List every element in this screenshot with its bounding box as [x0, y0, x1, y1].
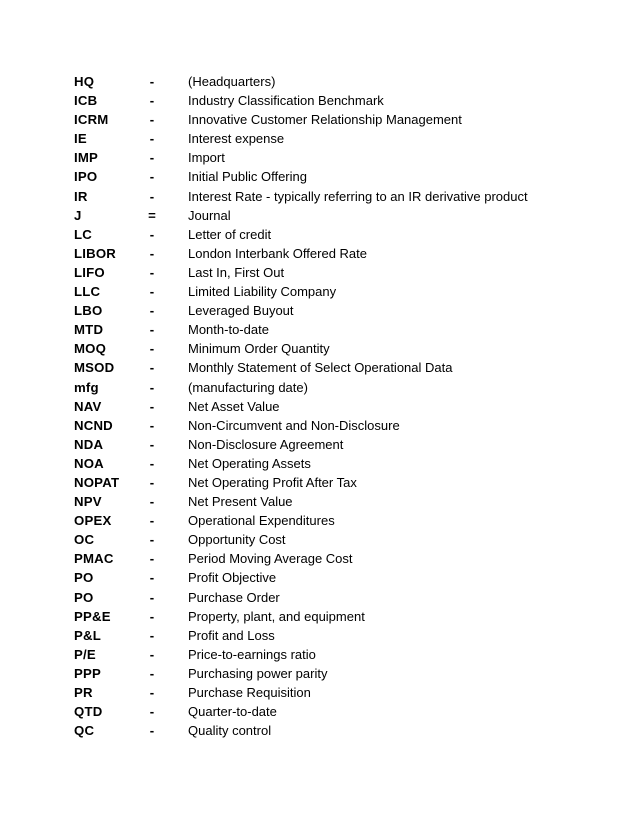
glossary-abbreviation: PO [74, 589, 94, 605]
glossary-abbreviation: mfg [74, 379, 99, 395]
glossary-definition: Quality control [188, 723, 272, 739]
glossary-abbreviation: QTD [74, 704, 103, 720]
glossary-entry [74, 110, 614, 129]
glossary-entry [74, 721, 614, 740]
glossary-definition: Letter of credit [188, 226, 272, 242]
glossary-definition: Month-to-date [188, 322, 269, 338]
glossary-abbreviation: J [74, 207, 82, 223]
glossary-list [74, 72, 614, 740]
glossary-separator: - [149, 93, 155, 109]
glossary-definition: Non-Disclosure Agreement [188, 436, 344, 452]
glossary-separator: - [149, 436, 155, 452]
glossary-abbreviation: OC [74, 532, 95, 548]
glossary-definition: Profit Objective [188, 570, 277, 586]
glossary-separator: - [149, 417, 155, 433]
glossary-entry [74, 568, 614, 587]
glossary-entry [74, 358, 614, 377]
glossary-separator: - [149, 665, 155, 681]
glossary-definition: Period Moving Average Cost [188, 551, 353, 567]
glossary-separator: - [149, 284, 155, 300]
glossary-abbreviation: NDA [74, 436, 104, 452]
glossary-entry [74, 339, 614, 358]
glossary-separator: - [149, 685, 155, 700]
glossary-definition: Last In, First Out [188, 264, 285, 280]
glossary-entry [74, 187, 614, 206]
glossary-abbreviation: IE [74, 131, 87, 147]
glossary-abbreviation: OPEX [74, 513, 112, 529]
glossary-entry [74, 492, 614, 511]
glossary-entry [74, 473, 614, 492]
glossary-definition: Opportunity Cost [188, 532, 286, 548]
glossary-definition: Initial Public Offering [188, 169, 307, 185]
glossary-separator: - [149, 570, 155, 586]
glossary-abbreviation: MOQ [74, 341, 107, 357]
glossary-abbreviation: NCND [74, 417, 113, 433]
glossary-entry [74, 282, 614, 301]
glossary-entry [74, 129, 614, 148]
glossary-entry [74, 588, 614, 607]
glossary-separator: - [149, 494, 155, 510]
glossary-abbreviation: PPP [74, 665, 101, 681]
glossary-definition: (manufacturing date) [188, 379, 308, 395]
glossary-definition: London Interbank Offered Rate [188, 245, 367, 261]
glossary-entry [74, 645, 614, 664]
glossary-definition: Operational Expenditures [188, 513, 335, 529]
glossary-definition: Limited Liability Company [188, 284, 337, 300]
glossary-entry [74, 454, 614, 473]
glossary-separator: - [149, 264, 155, 280]
glossary-separator: - [149, 532, 155, 548]
glossary-entry [74, 320, 614, 339]
glossary-entry [74, 416, 614, 435]
glossary-entry [74, 225, 614, 244]
glossary-separator: - [149, 131, 155, 147]
glossary-abbreviation: PMAC [74, 551, 114, 567]
glossary-separator: - [149, 704, 155, 720]
glossary-definition: Price-to-earnings ratio [188, 646, 316, 662]
glossary-abbreviation: MSOD [74, 360, 115, 376]
glossary-definition: Interest expense [188, 131, 285, 147]
glossary-entry [74, 607, 614, 626]
glossary-separator: - [149, 551, 155, 567]
glossary-definition: Profit and Loss [188, 627, 275, 643]
glossary-abbreviation: P/E [74, 646, 96, 662]
glossary-separator: - [149, 398, 155, 414]
glossary-separator: - [149, 360, 155, 376]
glossary-separator: - [149, 112, 155, 128]
glossary-definition: Net Operating Assets [188, 455, 311, 471]
glossary-separator: - [149, 627, 155, 643]
glossary-entry [74, 263, 614, 282]
glossary-abbreviation: QC [74, 723, 95, 739]
glossary-definition: Minimum Order Quantity [188, 341, 330, 357]
glossary-abbreviation: NPV [74, 494, 102, 510]
glossary-abbreviation: LLC [74, 284, 101, 300]
glossary-separator: = [148, 207, 156, 223]
glossary-abbreviation: NOA [74, 455, 104, 471]
glossary-abbreviation: ICB [74, 93, 98, 109]
glossary-entry [74, 511, 614, 530]
glossary-entry [74, 530, 614, 549]
glossary-entry [74, 148, 614, 167]
glossary-separator: - [149, 245, 155, 261]
glossary-abbreviation: LIFO [74, 264, 105, 280]
glossary-abbreviation: P&L [74, 627, 101, 643]
glossary-entry [74, 244, 614, 263]
glossary-entry [74, 435, 614, 454]
glossary-separator: - [149, 379, 155, 395]
glossary-definition: Net Asset Value [188, 398, 280, 414]
glossary-entry [74, 167, 614, 186]
glossary-definition: Property, plant, and equipment [188, 608, 365, 624]
glossary-abbreviation: IR [74, 188, 88, 204]
glossary-separator: - [149, 608, 155, 624]
glossary-separator: - [149, 513, 155, 529]
glossary-definition: Monthly Statement of Select Operational Data [188, 360, 453, 376]
glossary-separator: - [149, 589, 155, 605]
glossary-definition: Innovative Customer Relationship Management [188, 112, 462, 128]
glossary-definition: (Headquarters) [188, 74, 276, 89]
glossary-abbreviation: LIBOR [74, 245, 117, 261]
glossary-separator: - [149, 474, 155, 490]
glossary-separator: - [149, 723, 155, 739]
glossary-separator: - [149, 646, 155, 662]
glossary-abbreviation: NOPAT [74, 474, 120, 490]
glossary-abbreviation: PR [74, 685, 93, 700]
glossary-abbreviation: IMP [74, 150, 99, 166]
glossary-definition: Journal [188, 207, 231, 223]
glossary-separator: - [149, 188, 155, 204]
glossary-definition: Purchasing power parity [188, 665, 328, 681]
glossary-definition: Leveraged Buyout [188, 303, 294, 319]
glossary-separator: - [149, 322, 155, 338]
glossary-separator: - [149, 74, 155, 89]
glossary-separator: - [149, 303, 155, 319]
glossary-definition: Purchase Requisition [188, 685, 311, 700]
glossary-abbreviation: LC [74, 226, 92, 242]
glossary-entry [74, 91, 614, 110]
glossary-entry [74, 301, 614, 320]
glossary-abbreviation: LBO [74, 303, 103, 319]
glossary-separator: - [149, 169, 155, 185]
glossary-definition: Interest Rate - typically referring to an IR derivative product [188, 188, 528, 204]
glossary-separator: - [149, 226, 155, 242]
glossary-abbreviation: NAV [74, 398, 102, 414]
glossary-definition: Industry Classification Benchmark [188, 93, 384, 109]
glossary-entry [74, 549, 614, 568]
glossary-separator: - [149, 455, 155, 471]
glossary-entry [74, 702, 614, 721]
glossary-abbreviation: PP&E [74, 608, 111, 624]
glossary-abbreviation: IPO [74, 169, 98, 185]
glossary-definition: Non-Circumvent and Non-Disclosure [188, 417, 400, 433]
glossary-abbreviation: MTD [74, 322, 104, 338]
glossary-definition: Import [188, 150, 225, 166]
glossary-definition: Net Present Value [188, 494, 293, 510]
glossary-definition: Quarter-to-date [188, 704, 277, 720]
glossary-separator: - [149, 341, 155, 357]
glossary-entry [74, 206, 614, 225]
glossary-abbreviation: PO [74, 570, 94, 586]
glossary-abbreviation: ICRM [74, 112, 109, 128]
glossary-abbreviation: HQ [74, 74, 95, 89]
glossary-separator: - [149, 150, 155, 166]
glossary-entry [74, 683, 614, 702]
glossary-entry [74, 397, 614, 416]
glossary-entry [74, 378, 614, 397]
glossary-entry [74, 72, 614, 91]
glossary-entry [74, 626, 614, 645]
glossary-definition: Net Operating Profit After Tax [188, 474, 357, 490]
glossary-definition: Purchase Order [188, 589, 280, 605]
glossary-entry [74, 664, 614, 683]
